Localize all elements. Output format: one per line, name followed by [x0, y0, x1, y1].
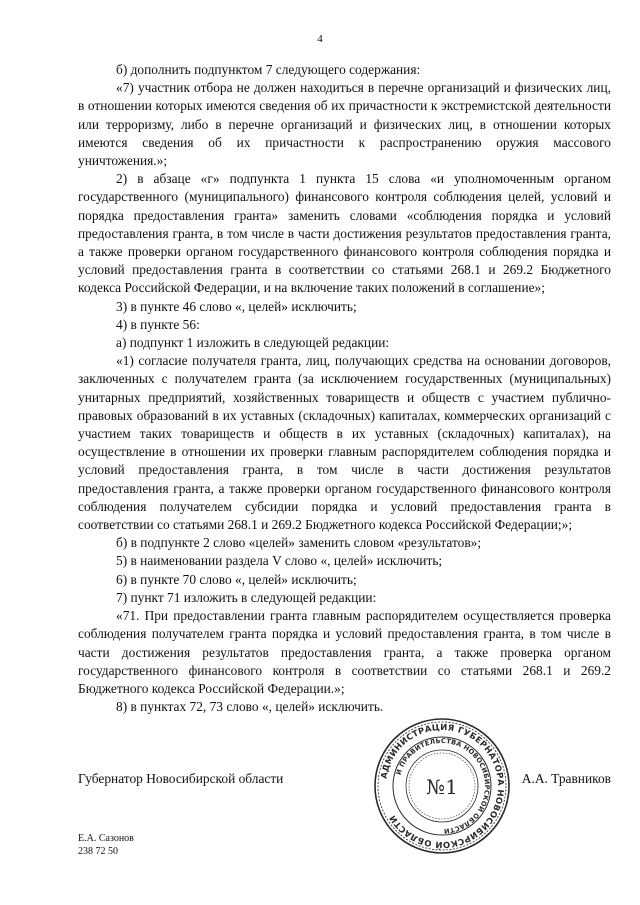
- paragraph: б) дополнить подпунктом 7 следующего содержания:: [116, 62, 421, 77]
- paragraph: б) в подпункте 2 слово «целей» заменить словом «результатов»;: [116, 535, 482, 551]
- paragraph: 2) в абзаце «г» подпункта 1 пункта 15 слова «и уполномоченным органом государственного (муниципального) финансового контроля соблюдения целей, условий и порядка предоставления гранта» заменить словами «соблюдения порядка и условий предоставления гранта, в том числе в части достижения результатов предоставления гранта, а также проверки органом государственного финансового контроля соблюдения порядка и условий предоставления гранта в соответствии со статьями 268.1 и 269.2 Бюджетного кодекса Российской Федерации, и на включение таких положений в соглашение»;: [78, 171, 611, 296]
- signer-title: Губернатор Новосибирской области: [78, 771, 284, 786]
- paragraph: 7) пункт 71 изложить в следующей редакции:: [116, 589, 377, 605]
- stamp-outer-text: АДМИНИСТРАЦИЯ ГУБЕРНАТОРА НОВОСИБИРСКОЙ ОБЛАСТИ: [378, 721, 507, 851]
- paragraph: а) подпункт 1 изложить в следующей редакции:: [116, 335, 390, 351]
- official-stamp: [372, 716, 512, 856]
- stamp-inner-text: И ПРАВИТЕЛЬСТВА НОВОСИБИРСКОЙ ОБЛАСТИ: [394, 736, 492, 836]
- document-body: [78, 61, 611, 716]
- paragraph: 6) в пункте 70 слово «, целей» исключить;: [116, 571, 357, 587]
- executor-phone: 238 72 50: [78, 846, 118, 857]
- paragraph: «71. При предоставлении гранта главным распорядителем осуществляется проверка соблюдения получателем гранта порядка и условий предоставления гранта, в том числе в части достижения результатов предоставления гранта, а также проверка органом государственного финансового контроля в соответствии со статьями 268.1 и 269.2 Бюджетного кодекса Российской Федерации.»;: [78, 608, 611, 696]
- signer-name: А.А. Травников: [521, 771, 611, 786]
- paragraph: «1) согласие получателя гранта, лиц, получающих средства на основании договоров, заключенных с получателем гранта (за исключением государственных (муниципальных) унитарных предприятий, хозяйственных товариществ и обществ с участием публично-правовых образований в их уставных (складочных) капиталах, коммерческих организаций с участием таких товариществ и обществ в их уставных (складочных) капиталах), на осуществление в отношении их проверки главным распорядителем соблюдения порядка и условий предоставления гранта, в том числе в части достижения результатов предоставления гранта, а также проверки органом государственного финансового контроля соблюдения получателем субсидии порядка и условий предоставления гранта в соответствии со статьями 268.1 и 269.2 Бюджетного кодекса Российской Федерации;»;: [78, 353, 611, 533]
- paragraph: 4) в пункте 56:: [116, 316, 200, 332]
- stamp-number: №1: [426, 775, 458, 799]
- paragraph: 3) в пункте 46 слово «, целей» исключить;: [116, 298, 357, 314]
- executor-name: Е.А. Сазонов: [78, 833, 134, 844]
- paragraph: 5) в наименовании раздела V слово «, целей» исключить;: [116, 553, 443, 569]
- paragraph: «7) участник отбора не должен находиться в перечне организаций и физических лиц, в отношении которых имеются сведения об их причастности к экстремистской деятельности или терроризму, либо в перечне организаций и физических лиц, в отношении которых имеются сведения об их причастности к распространению оружия массового уничтожения.»;: [78, 80, 611, 169]
- executor-info: [78, 832, 134, 858]
- paragraph: 8) в пунктах 72, 73 слово «, целей» исключить.: [116, 699, 384, 715]
- page-number: 4: [317, 33, 323, 45]
